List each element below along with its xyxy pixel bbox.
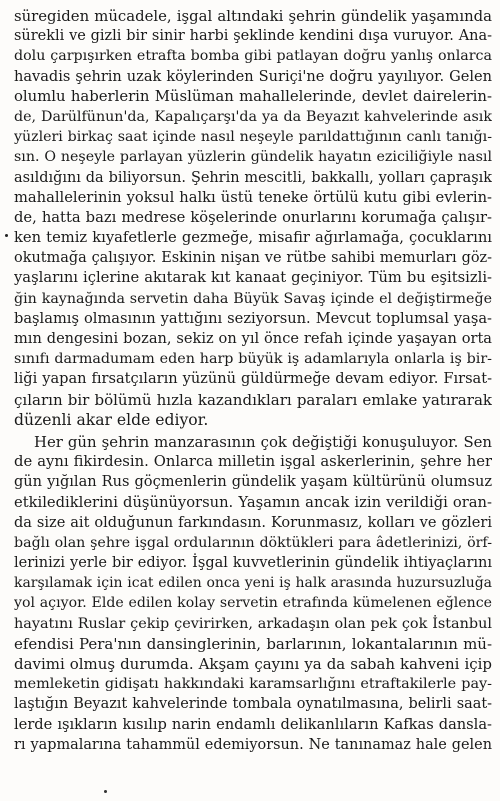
text-line: liği yapan fırsatçıların yüzünü güldürmeğe devam ediyor. Fırsat- [14, 370, 492, 388]
text-line: laştığın Beyazıt kahvelerinde tombala oynatılmasına, belirli saat- [14, 696, 492, 713]
text-line: sürekli ve gizli bir sinir harbi şeklinde kendini dışa vuruyor. Ana- [14, 28, 492, 45]
text-line: olumlu haberlerin Müslüman mahallelerinde, devlet dairelerin- [14, 87, 492, 105]
text-line: lerinizi yerle bir ediyor. İşgal kuvvetlerinin gündelik ihtiyaçlarını [14, 555, 492, 572]
text-line: davimi olmuş durumda. Akşam çayını ya da sabah kahveni içip [14, 655, 492, 673]
text-line: de aynı fikirdesin. Onlarca milletin işgal askerlerinin, şehre her [14, 453, 492, 471]
text-line: ken temiz kıyafetlerle gezmeğe, misafir ağırlamağa, çocuklarını [14, 229, 492, 247]
text-line: efendisi Pera'nın dansinglerinin, barlarının, lokantalarının mü- [14, 634, 492, 653]
text-line: hayatını Ruslar çekip çevirirken, arkadaşın olan pek çok İstanbul [14, 615, 492, 632]
text-line: lerde ışıkların kısılıp narin endamlı delikanlıların Kafkas dansla- [14, 715, 492, 733]
paragraph-1 [14, 6, 492, 430]
text-line: etkilediklerini düşünüyorsun. Yaşamın ancak izin verildiği oran- [14, 493, 492, 511]
text-line: memleketin gidişatı hakkındaki karamsarlığını etraftakilerle pay- [14, 676, 492, 693]
text-line: sınıfı darmadumam eden harp büyük iş adamlarıyla onlarla iş bir- [14, 351, 492, 368]
text-line: karşılamak için icat edilen onca yeni iş halk arasında huzursuzluğa [14, 575, 492, 592]
text-line: havadis şehrin uzak köylerinden Suriçi'ne doğru yayılıyor. Gelen [14, 67, 492, 85]
text-line: mahallelerinin yoksul halkı üstü teneke örtülü kutu gibi evlerin- [14, 188, 492, 206]
text-line: yol açıyor. Elde edilen kolay servetin etrafında kümelenen eğlence [14, 595, 492, 612]
text-line: çıların bir bölümü hızla kazandıkları paraları emlake yatırarak [14, 390, 492, 409]
text-line: okutmağa çalışıyor. Eskinin nişan ve rütbe sahibi memurları göz- [14, 250, 492, 267]
text-line: de, Darülfünun'da, Kapalıçarşı'da ya da Beyazıt kahvelerinde asık [14, 108, 492, 125]
bottom-dot-mark [104, 790, 107, 793]
paragraph-2 [14, 432, 492, 755]
text-line: yüzleri birkaç saat içinde nasıl neşeyle parıldattığının canlı tanığı- [14, 129, 492, 146]
text-line: gün yığılan Rus göçmenlerin gündelik yaşam kültürünü olumsuz [14, 473, 492, 491]
text-line: süregiden mücadele, işgal altındaki şehrin gündelik yaşamında [14, 7, 492, 25]
text-line: bağlı olan şehre işgal ordularının döktükleri para âdetlerinizi, örf- [14, 534, 492, 551]
text-line: sın. O neşeyle parlayan yüzlerin gündelik hayatın eziciliğiyle nasıl [14, 149, 492, 166]
text-line: dolu çarpışırken etrafta bomba gibi patlayan doğru yanlış onlarca [14, 48, 492, 65]
text-line-first: Her gün şehrin manzarasının çok değiştiği konuşuluyor. Sen [34, 432, 492, 451]
text-line: de, hatta bazı medrese köşelerinde onurlarını korumağa çalışır- [14, 208, 492, 226]
text-line: da size ait olduğunun farkındasın. Korunmasız, kolları ve gözleri [14, 514, 492, 531]
text-line: rı yapmalarına tahammül edemiyorsun. Ne tanınamaz hale gelen [14, 736, 492, 753]
text-line-last: düzenli akar elde ediyor. [14, 410, 209, 429]
body-text [14, 6, 492, 755]
text-line: ğin kaynağında servetin daha Büyük Savaş içinde el değiştirmeğe [14, 290, 492, 307]
text-line: yaşlarını içlerine akıtarak kıt kanaat geçiniyor. Tüm bu eşitsizli- [14, 269, 492, 287]
margin-dot-mark [5, 234, 8, 237]
text-line: başlamış olmasının yattığını seziyorsun. Mevcut toplumsal yaşa- [14, 309, 492, 327]
text-line: mın dengesini bozan, sekiz on yıl önce refah içinde yaşayan orta [14, 330, 492, 347]
text-line: asıldığını da biliyorsun. Şehrin mescitli, bakkallı, yolları çapraşık [14, 169, 492, 186]
